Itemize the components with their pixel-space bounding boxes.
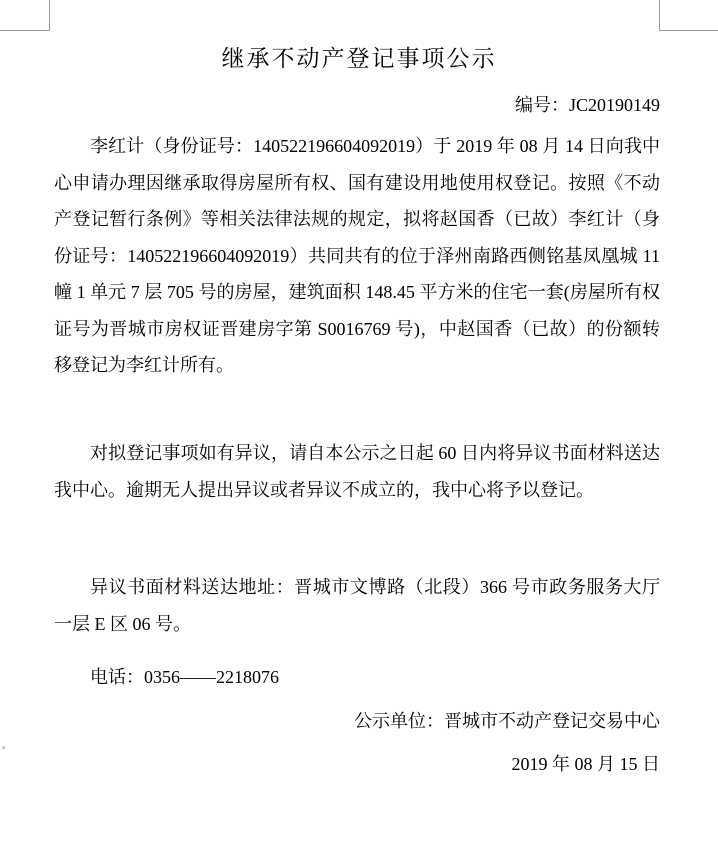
paragraph-main-notice: 李红计（身份证号：140522196604092019）于 2019 年 08 月 14 日向我中心申请办理因继承取得房屋所有权、国有建设用地使用权登记。按照《不动产登记暂行条例》等相关法律法规的规定，拟将赵国香（已故）李红计（身份证号：140522196604092019）共同共有的位于泽州南路西侧铭基凤凰城 11 幢 1 单元 7 层 705 号的房屋，建筑面积 148.45 平方米的住宅一套(房屋所有权证号为晋城市房权证晋建房字第 S0016769 号)，中赵国香（已故）的份额转移登记为李红计所有。 <box>54 136 660 375</box>
issue-date: 2019 年 08 月 15 日 <box>511 754 660 774</box>
issuer-line: 公示单位：晋城市不动产登记交易中心 <box>354 711 660 731</box>
paragraph-objection-address: 异议书面材料送达地址：晋城市文博路（北段）366 号市政务服务大厅一层 E 区 06 号。 <box>54 577 660 634</box>
document-title: 继承不动产登记事项公示 <box>221 46 497 72</box>
paragraph-phone: 电话：0356——2218076 <box>90 667 279 687</box>
page-corner-mark-top-right <box>659 0 718 31</box>
margin-mark <box>2 746 5 749</box>
page-corner-mark-top-left <box>0 0 50 31</box>
paragraph-objection-notice: 对拟登记事项如有异议，请自本公示之日起 60 日内将异议书面材料送达我中心。逾期无人提出异议或者异议不成立的，我中心将予以登记。 <box>54 443 660 500</box>
document-number: 编号：JC20190149 <box>514 95 660 115</box>
